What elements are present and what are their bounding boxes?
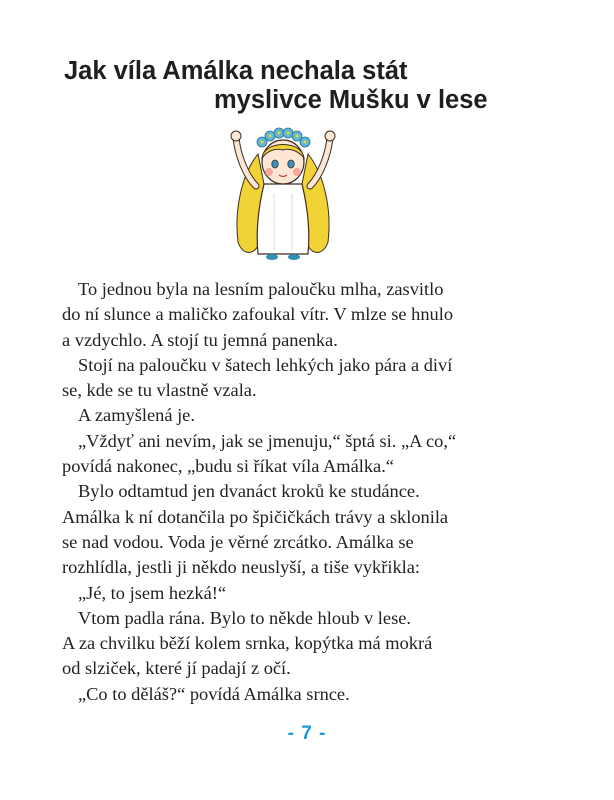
chapter-title-line-2: myslivce Mušku v lese: [214, 86, 488, 114]
page-number: - 7 -: [287, 723, 327, 744]
fairy-girl-illustration-icon: [228, 114, 338, 266]
text-line: se, kde se tu vlastně vzala.: [62, 380, 257, 401]
text-line: od slziček, které jí padají z očí.: [62, 658, 291, 679]
text-line: Vtom padla rána. Bylo to někde hloub v lese.: [78, 607, 411, 628]
text-line: Amálka k ní dotančila po špičičkách trávy a sklonila: [62, 506, 449, 527]
text-line: do ní slunce a maličko zafoukal vítr. V mlze se hnulo: [62, 304, 454, 325]
story-text: [62, 277, 562, 707]
text-line: Stojí na paloučku v šatech lehkých jako pára a diví: [78, 354, 453, 375]
text-line: „Jé, to jsem hezká!“: [78, 582, 227, 603]
text-line: Bylo odtamtud jen dvanáct kroků ke studánce.: [78, 481, 420, 502]
text-line: To jednou byla na lesním paloučku mlha, zasvitlo: [78, 279, 444, 299]
chapter-title-line-1: Jak víla Amálka nechala stát: [64, 57, 408, 85]
text-line: „Vždyť ani nevím, jak se jmenuju,“ šptá si. „A co,“: [78, 430, 457, 451]
text-line: A zamyšlená je.: [78, 405, 195, 426]
text-line: se nad vodou. Voda je věrné zrcátko. Amálka se: [62, 531, 414, 552]
text-line: A za chvilku běží kolem srnka, kopýtka má mokrá: [62, 633, 433, 654]
text-line: „Co to děláš?“ povídá Amálka srnce.: [78, 683, 350, 704]
text-line: a vzdychlo. A stojí tu jemná panenka.: [62, 329, 338, 350]
text-line: rozhlídla, jestli ji někdo neuslyší, a tiše vykřikla:: [62, 557, 421, 578]
text-line: povídá nakonec, „budu si říkat víla Amálka.“: [62, 456, 394, 477]
